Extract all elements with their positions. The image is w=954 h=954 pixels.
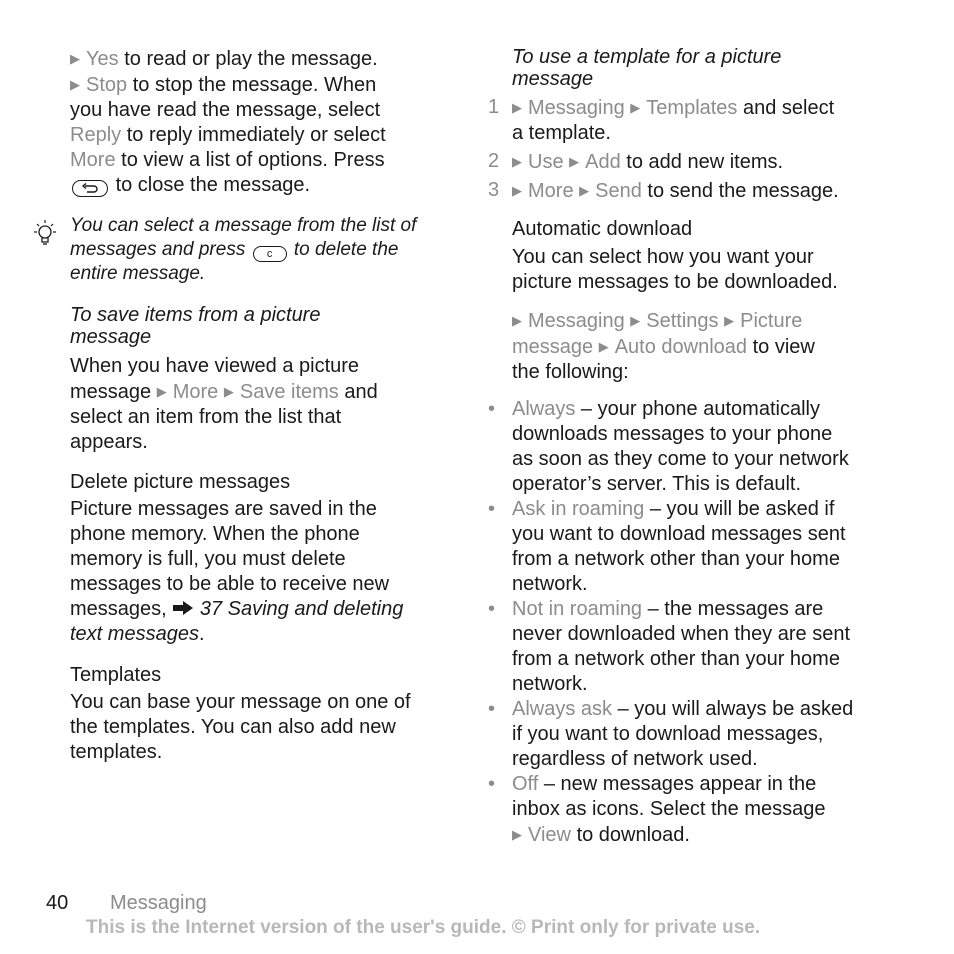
section-heading: Automatic download [512,218,693,240]
section-heading: To use a template for a picture message [512,46,782,90]
section-heading: Delete picture messages [70,471,291,493]
option-term: Off [512,773,539,795]
triangle-right-icon: ▶ [512,154,522,169]
c-key-icon: c [253,246,287,262]
text-line: picture messages to be downloaded. [512,271,838,293]
triangle-right-icon: ▶ [156,384,167,399]
yes-command: Yes [86,48,119,70]
section-heading: To save items from a picture message [70,304,321,348]
use-command: Use [528,151,564,173]
reply-command: Reply [70,124,122,146]
text-line: You can select how you want your [512,246,814,268]
tip-note [70,214,460,286]
text-line: the templates. You can also add new [70,716,396,738]
triangle-right-icon: ▶ [223,384,234,399]
bullet: • [488,698,496,720]
text-line: never downloaded when they are sent [512,623,851,645]
text-line: operator’s server. This is default. [512,473,802,495]
text-line: if you want to download messages, [512,723,824,745]
triangle-right-icon: ▶ [70,77,80,92]
section-name: Messaging [110,892,207,914]
step-item [488,95,902,146]
text: to download. [576,824,690,846]
text-line: the following: [512,361,629,383]
triangle-right-icon: ▶ [512,313,522,328]
text: to send the message. [647,180,839,202]
text-line: When you have viewed a picture [70,355,360,377]
message-command: message [512,336,594,358]
step-item [488,178,902,204]
view-command: View [528,824,571,846]
text-line: from a network other than your home [512,548,840,570]
bullet: • [488,598,496,620]
triangle-right-icon: ▶ [630,100,641,115]
back-key-icon [72,180,108,197]
delete-section [70,470,460,647]
list-item [488,497,902,597]
lightbulb-tip-icon [32,219,58,247]
messaging-command: Messaging [528,310,625,332]
text-line: templates. [70,741,163,763]
step-number: 1 [488,96,500,118]
step-item [488,149,902,175]
auto-download-command: Auto download [614,336,748,358]
option-term: Always ask [512,698,613,720]
option-term: Not in roaming [512,598,643,620]
download-options-list [488,397,902,848]
option-term: Always [512,398,576,420]
tip-line: You can select a message from the list of [70,215,417,236]
send-command: Send [595,180,642,202]
text-line: network. [512,673,588,695]
text: to add new items. [626,151,784,173]
add-command: Add [585,151,621,173]
text-line: regardless of network used. [512,748,758,770]
option-term: Ask in roaming [512,498,645,520]
step-number: 2 [488,150,500,172]
arrow-right-icon [172,600,194,616]
text-line: a template. [512,122,611,144]
text: – your phone automatically [580,398,820,420]
triangle-right-icon: ▶ [630,313,641,328]
text-line: messages to be able to receive new [70,573,390,595]
text: to stop the message. When [132,74,377,96]
copyright-notice: This is the Internet version of the user's guide. © Print only for private use. [86,917,761,938]
text-line: network. [512,573,588,595]
triangle-right-icon: ▶ [512,183,522,198]
page-number: 40 [46,892,69,914]
text-line: select an item from the list that [70,406,342,428]
triangle-right-icon: ▶ [598,339,609,354]
text-line: Picture messages are saved in the [70,498,377,520]
text-line: You can base your message on one of [70,691,411,713]
triangle-right-icon: ▶ [724,313,735,328]
text: . [198,623,205,645]
triangle-right-icon: ▶ [70,51,80,66]
cross-reference: 37 Saving and deleting [199,598,404,620]
text: to reply immediately or select [126,124,386,146]
text-line: inbox as icons. Select the message [512,798,826,820]
templates-command: Templates [646,97,738,119]
bullet: • [488,773,496,795]
tip-line: entire message. [70,263,206,284]
automatic-download-section [512,217,902,385]
tip-text: to delete the [293,239,399,260]
triangle-right-icon: ▶ [569,154,580,169]
save-items-command: Save items [239,381,339,403]
text: to view a list of options. Press [121,149,385,171]
text: – new messages appear in the [543,773,817,795]
more-command: More [70,149,116,171]
text: message [70,381,152,403]
text: to read or play the message. [124,48,378,70]
bullet: • [488,498,496,520]
messaging-command: Messaging [528,97,625,119]
use-template-section [488,46,902,204]
text-line: from a network other than your home [512,648,840,670]
picture-command: Picture [740,310,803,332]
text: messages, [70,598,167,620]
text: to close the message. [115,174,311,196]
text: and [344,381,378,403]
text-line: as soon as they come to your network [512,448,849,470]
cross-reference: text messages [70,623,199,645]
settings-command: Settings [646,310,719,332]
text-line: downloads messages to your phone [512,423,833,445]
step-number: 3 [488,179,500,201]
tip-text: messages and press [70,239,246,260]
text-line: appears. [70,431,148,453]
list-item [488,397,902,497]
reading-instructions [70,46,386,198]
text: to view [752,336,815,358]
triangle-right-icon: ▶ [512,100,522,115]
save-items-section [70,304,460,455]
triangle-right-icon: ▶ [579,183,590,198]
text: – the messages are [647,598,824,620]
text-line: you have read the message, select [70,99,381,121]
list-item [488,697,902,772]
text: – you will always be asked [617,698,854,720]
triangle-right-icon: ▶ [512,827,522,842]
text-line: memory is full, you must delete [70,548,346,570]
text-line: you want to download messages sent [512,523,846,545]
stop-command: Stop [86,74,128,96]
more-command: More [172,381,219,403]
more-command: More [528,180,574,202]
bullet: • [488,398,496,420]
section-heading: Templates [70,664,162,686]
list-item [488,597,902,697]
text: – you will be asked if [649,498,835,520]
list-item [488,772,902,848]
text: and select [743,97,835,119]
templates-section [70,663,460,765]
text-line: phone memory. When the phone [70,523,360,545]
